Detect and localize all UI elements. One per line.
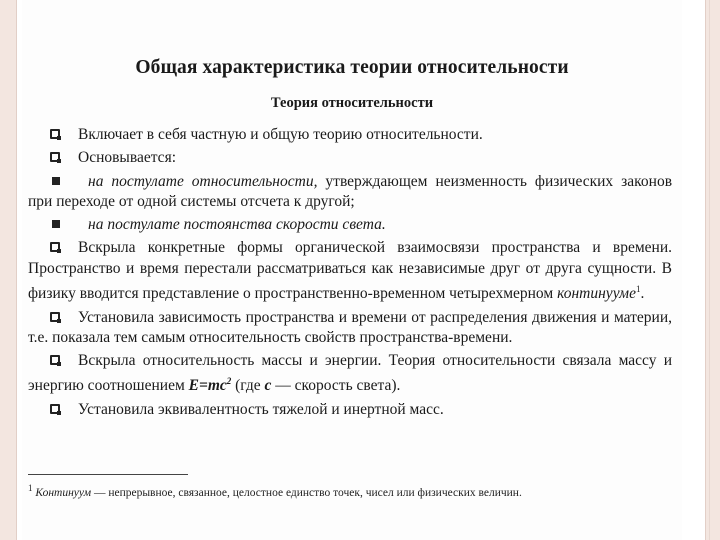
checkbox-bullet-icon [50, 312, 60, 322]
square-bullet-icon [52, 220, 60, 228]
list-item: Установила эквивалентность тяжелой и инертной масс. [28, 400, 672, 420]
list-item: на постулате относительности, утверждающем неизменность физических законов при переходе от одной системы отсчета к другой; [28, 172, 673, 210]
checkbox-bullet-icon [50, 152, 60, 162]
footnote: $^1$ Континуум — непрерывное, связанное, целостное единство точек, чисел или физических величин. [28, 483, 522, 499]
list-item: на постулате постоянства скорости света. [28, 215, 672, 235]
slide-frame-left [0, 0, 17, 540]
checkbox-bullet-icon [50, 355, 60, 365]
list-item: Вскрыла конкретные формы органической взаимосвязи пространства и времени. Пространство и время перестали рассматриваться как независимые друг от друга сущности. В физику вводится представление о пространственно-временном четырехмерном континууме$^1$. [28, 239, 672, 303]
content-body [28, 125, 672, 423]
document-page [22, 0, 682, 540]
page-title: Общая характеристика теории относительности [135, 57, 569, 78]
checkbox-bullet-icon [50, 129, 60, 139]
section-subtitle: Теория относительности [270, 95, 434, 111]
checkbox-bullet-icon [50, 404, 60, 414]
square-bullet-icon [52, 177, 60, 185]
list-item: Основывается: [28, 148, 672, 168]
slide-frame-right [705, 0, 720, 540]
list-item: Вскрыла относительность массы и энергии. Теория относительности связала массу и энергию соотношением $E=mc^2$ (где с — скорость света). [28, 352, 672, 395]
checkbox-bullet-icon [50, 242, 60, 252]
formula: E=mc [188, 377, 227, 395]
footnote-divider [28, 474, 188, 475]
list-item: Установила зависимость пространства и времени от распределения движения и материи, т.е. показала тем самым относительность свойств пространства-времени. [28, 308, 672, 346]
list-item: Включает в себя частную и общую теорию относительности. [28, 125, 672, 145]
